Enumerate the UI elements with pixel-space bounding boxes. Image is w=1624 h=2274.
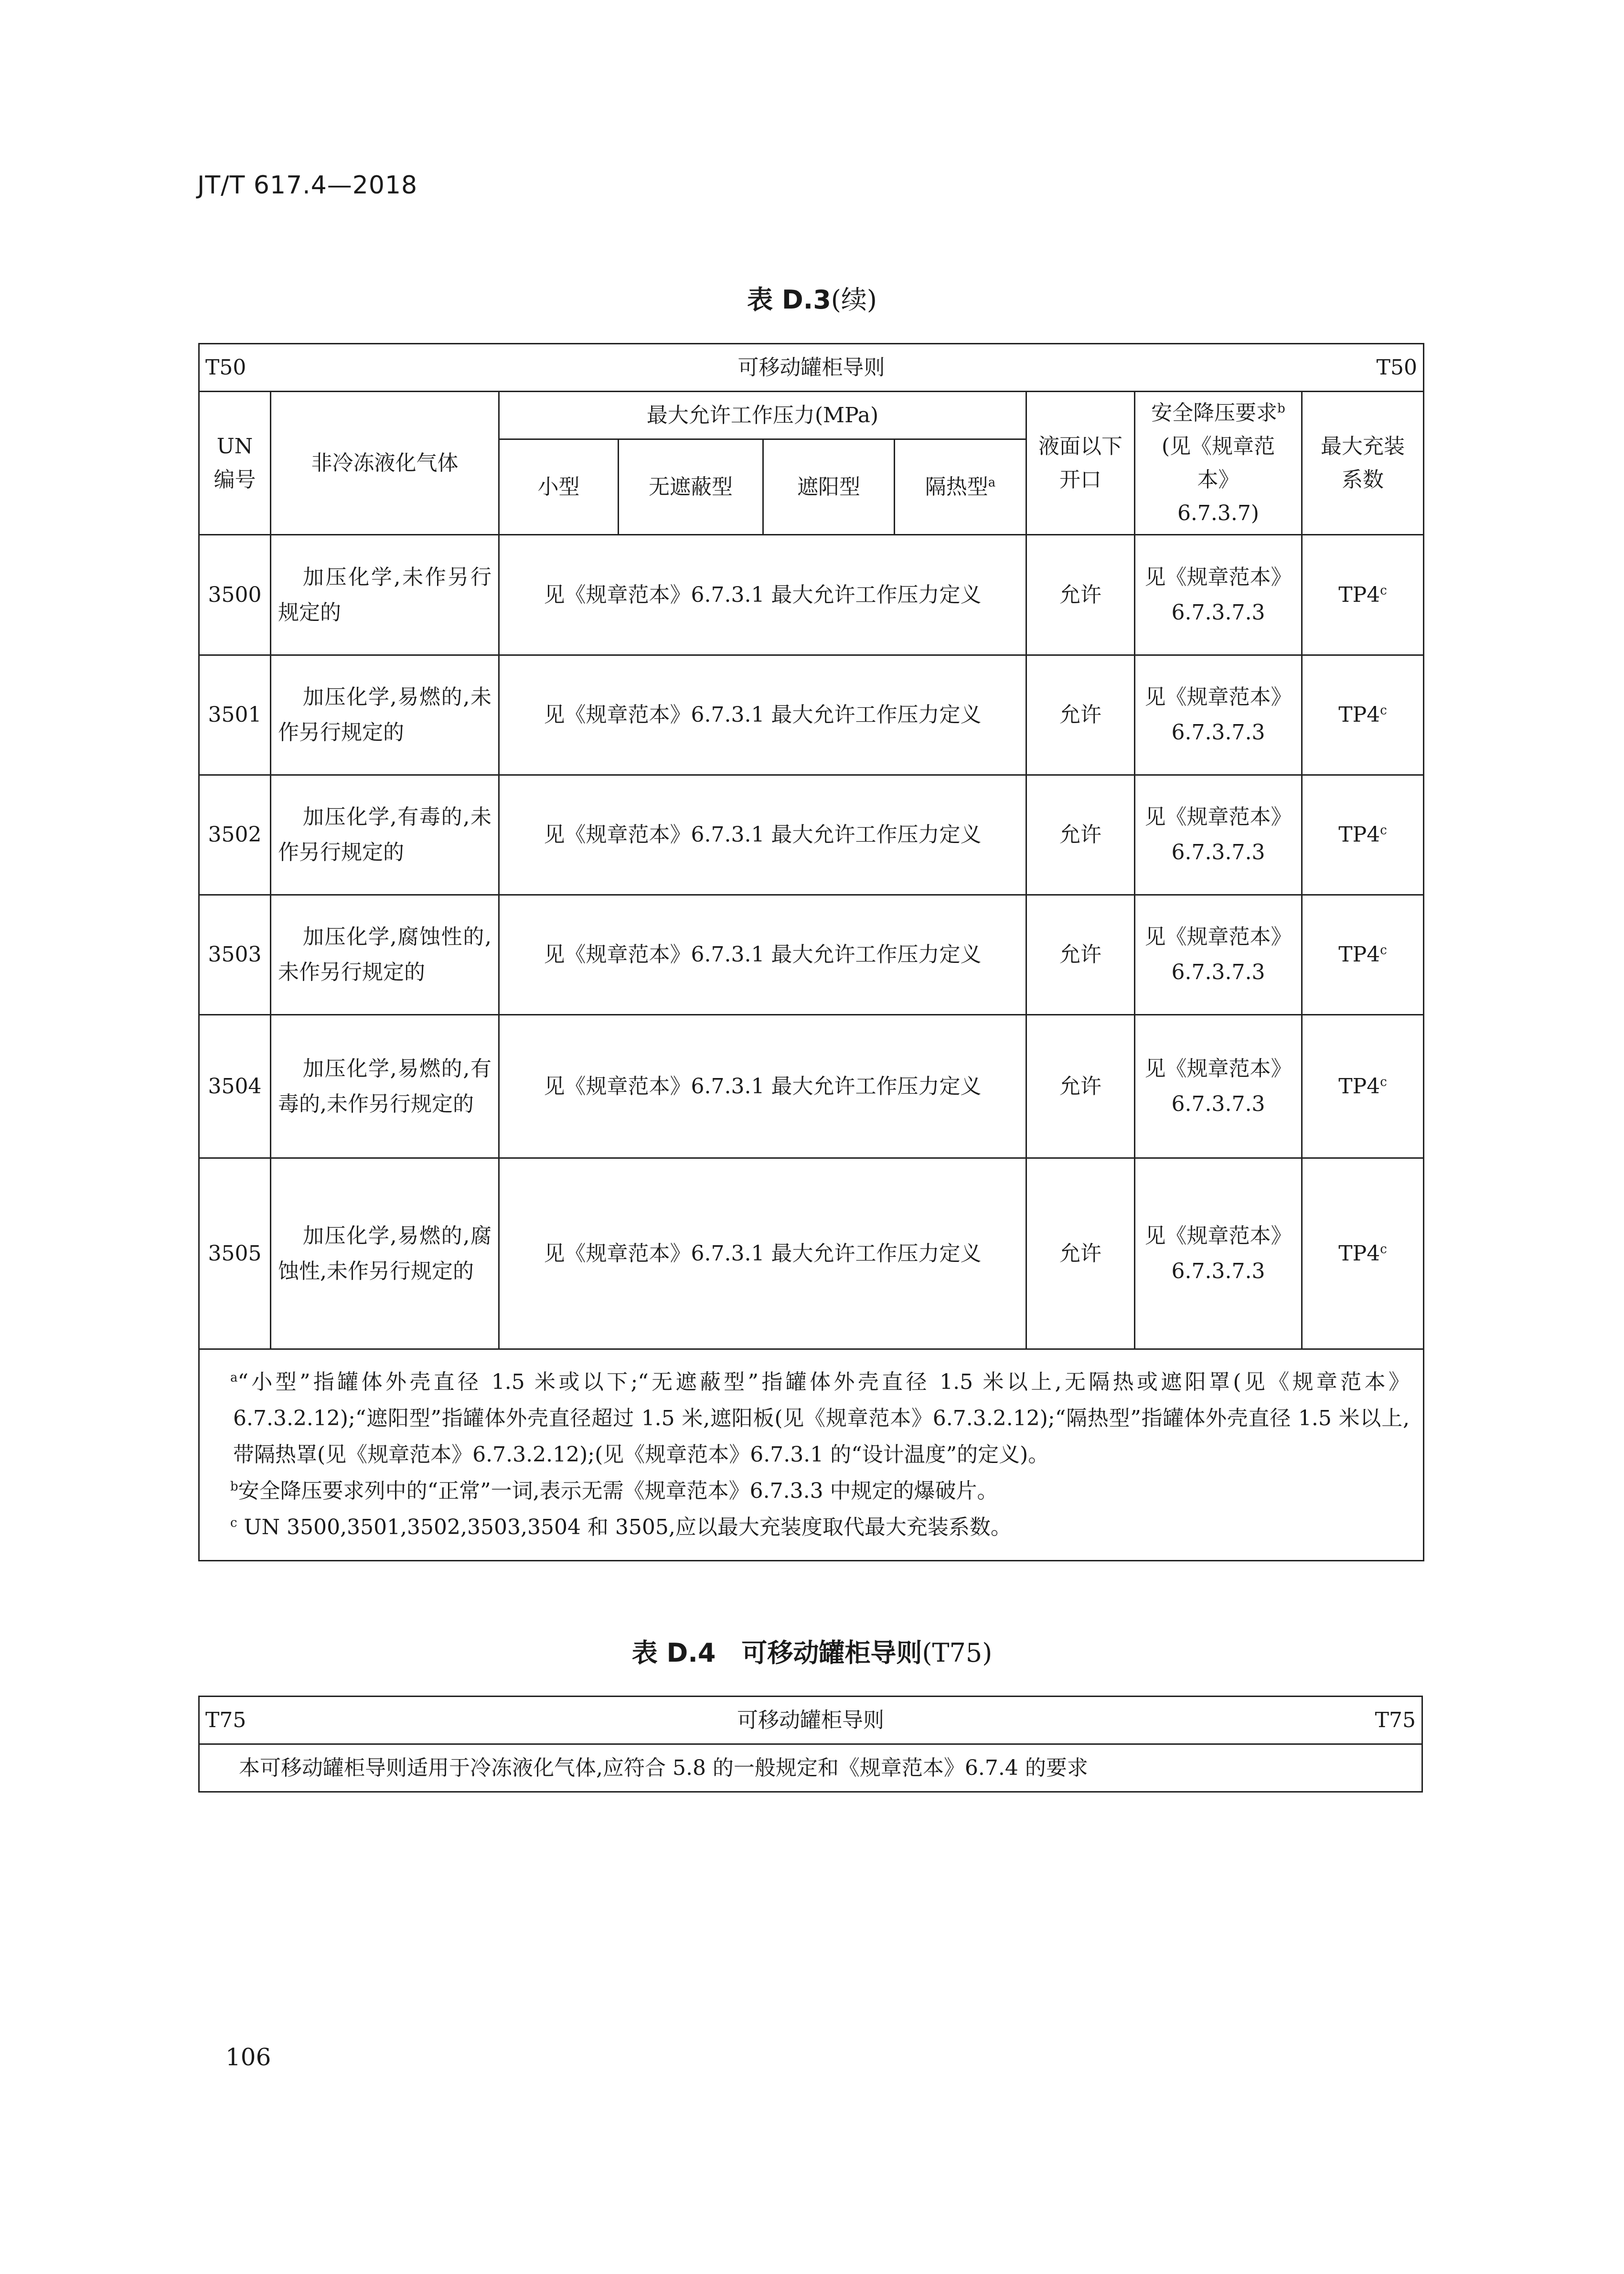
table-row: 3501 加压化学,易燃的,未作另行规定的 见《规章范本》6.7.3.1 最大允许工作压力定义 允许 见《规章范本》 6.7.3.7.3 TP4$^c$ [199, 655, 1424, 775]
header-un: UN 编号 [199, 392, 271, 535]
page-number: 106 [225, 2043, 271, 2071]
table-d3-caption-label: 表 D.3 [747, 285, 831, 315]
table-d4-title-row [199, 1697, 1422, 1744]
code-right: T75 [1375, 1708, 1416, 1732]
header-small: 小型 [499, 439, 619, 535]
table-title: 可移动罐柜导则 [737, 1708, 884, 1732]
table-d4-body: 本可移动罐柜导则适用于冷冻液化气体,应符合 5.8 的一般规定和《规章范本》6.7.4 的要求 [199, 1744, 1422, 1792]
header-mawp: 最大允许工作压力(MPa) [499, 392, 1026, 439]
header-relief: 安全降压要求$^b$ (见《规章范本》 6.7.3.7) [1135, 392, 1302, 535]
table-d4-caption [0, 1633, 1624, 1669]
header-gas: 非冷冻液化气体 [271, 392, 499, 535]
table-d4-caption-label: 表 D.4 可移动罐柜导则 [631, 1638, 922, 1668]
header-fill-factor: 最大充装 系数 [1302, 392, 1424, 535]
header-bottom-opening: 液面以下 开口 [1026, 392, 1135, 535]
header-row-1 [199, 392, 1424, 439]
table-d3 [198, 343, 1424, 1561]
note-a: $^a$“小型”指罐体外壳直径 1.5 米或以下;“无遮蔽型”指罐体外壳直径 1.5 米以上,无隔热或遮阳罩(见《规章范本》6.7.3.2.12);“遮阳型”指罐体外壳直径超过 1.5 米,遮阳板(见《规章范本》6.7.3.2.12);“隔热型”指罐体外壳直径 1.5 米以上,带隔热罩(见《规章范本》6.7.3.2.12);(见《规章范本》6.7.3.1 的“设计温度”的定义)。 [230, 1370, 1410, 1467]
note-b: $^b$安全降压要求列中的“正常”一词,表示无需《规章范本》6.7.3.3 中规定的爆破片。 [230, 1479, 998, 1503]
code-right: T50 [1376, 355, 1417, 380]
table-d3-caption-suffix: (续) [831, 285, 877, 315]
code-left: T50 [205, 355, 246, 380]
table-d3-title-row [199, 344, 1424, 392]
table-row: 3503 加压化学,腐蚀性的,未作另行规定的 见《规章范本》6.7.3.1 最大允许工作压力定义 允许 见《规章范本》 6.7.3.7.3 TP4$^c$ [199, 895, 1424, 1015]
table-d3-notes [199, 1349, 1424, 1561]
table-row: 3505 加压化学,易燃的,腐蚀性,未作另行规定的 见《规章范本》6.7.3.1 最大允许工作压力定义 允许 见《规章范本》 6.7.3.7.3 TP4$^c$ [199, 1158, 1424, 1349]
table-d3-caption [0, 279, 1624, 316]
document-code: JT/T 617.4—2018 [197, 171, 418, 200]
header-sunshade: 遮阳型 [763, 439, 895, 535]
code-left: T75 [205, 1708, 246, 1732]
table-d4-body-row [199, 1744, 1422, 1792]
table-d4-caption-suffix: (T75) [922, 1638, 993, 1668]
table-row: 3500 加压化学,未作另行规定的 见《规章范本》6.7.3.1 最大允许工作压力定义 允许 见《规章范本》 6.7.3.7.3 TP4$^c$ [199, 535, 1424, 655]
table-title: 可移动罐柜导则 [737, 355, 885, 380]
table-row: 3504 加压化学,易燃的,有毒的,未作另行规定的 见《规章范本》6.7.3.1 最大允许工作压力定义 允许 见《规章范本》 6.7.3.7.3 TP4$^c$ [199, 1015, 1424, 1158]
table-d4 [198, 1696, 1423, 1793]
note-c: $^c$ UN 3500,3501,3502,3503,3504 和 3505,应以最大充装度取代最大充装系数。 [230, 1515, 1012, 1539]
header-bare: 无遮蔽型 [619, 439, 763, 535]
table-row: 3502 加压化学,有毒的,未作另行规定的 见《规章范本》6.7.3.1 最大允许工作压力定义 允许 见《规章范本》 6.7.3.7.3 TP4$^c$ [199, 775, 1424, 895]
header-insulated: 隔热型$^a$ [895, 439, 1026, 535]
